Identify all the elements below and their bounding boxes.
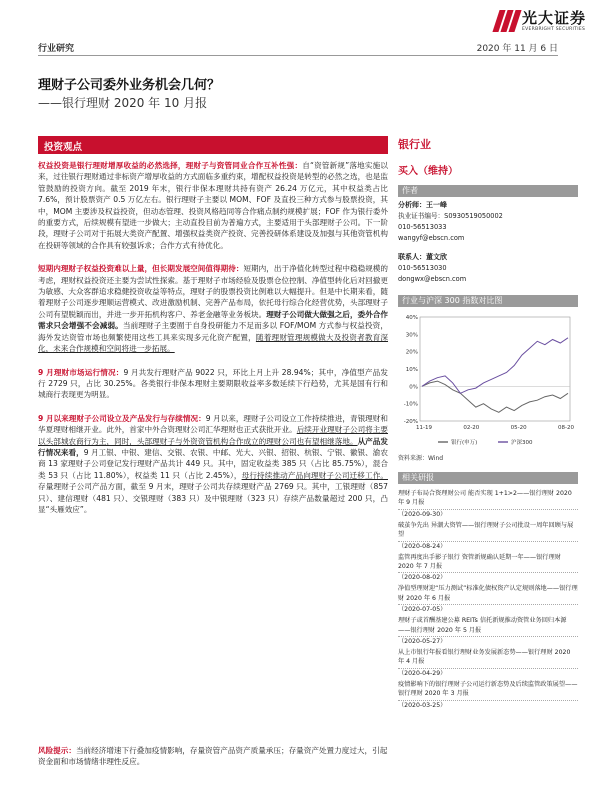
paragraph-text: 自“资管新规”落地实施以来，过往银行理财通过非标资产增厚收益的方式面临多重约束，增配权益投资是转型的必然之选，也是监管鼓励的投资方向。截至 2019 年末，银行非保本理财共持有资产 26.24 万亿元，其中权益类占比 7.6%，预计股票资产 0.5 万亿左右。银行理财子主要以 MOM、FOF 及直投三种方式参与股票投资，其中，MOM 主要涉及权益投资，但动态管理、投资风格趋同等合作痛点制约规模扩展；FOF 作为银行委外的重要方式，后续规模有望进一步做大；主动直投目前为普遍方式，主要适用于头部理财子公司。下一阶段，理财子公司对于拓展大类资产配置、增强权益类资产投资、完善投研体系建设及加强与其他资管机构在投研等领域的合作具有较强诉求；合作方式有待优化。 [38,161,388,250]
related-report-date: （2020-09-30） [398,510,447,518]
y-tick-label: -20% [403,419,418,425]
paragraph-bold-text: 从产品发行情况来看， [38,436,388,457]
related-report-date: （2020-08-02） [398,574,447,582]
chart-canvas [398,309,578,451]
risk-lead: 风险提示： [38,746,76,755]
paragraph-lead: 9 月以来理财子公司设立及产品发行与存续情况： [38,413,206,423]
x-tick-label: 02-20 [463,425,480,431]
y-tick-label: 10% [405,367,418,373]
section-label: 行业研究 [38,44,75,54]
sidebar [398,136,578,710]
index-comparison-chart [398,309,578,451]
related-report-title[interactable]: 破茧争先出 异潮大资管——银行理财子公司批设一周年回顾与展望 [398,519,578,542]
related-report-date: （2020-05-27） [398,638,447,646]
related-report-title[interactable]: 监管再度出手影子银行 资管新规确认延期一年——银行理财 2020 年 7 月报 [398,551,578,574]
analyst-email[interactable]: wangyf@ebscn.com [398,234,465,242]
investment-view-label: 投资观点 [44,142,83,153]
rating-badge: 买入（维持） [398,166,458,177]
contact-card [398,252,578,285]
paragraph-bold-text: 理财子公司做大做强之后，委外合作需求只会增强不会减弱。 [38,309,389,331]
y-tick-label: -10% [403,401,418,408]
report-subtitle: ——银行理财 2020 年 10 月报 [38,96,208,110]
analyst-phone: 010-56513033 [398,223,447,231]
related-report-date: （2020-04-29） [398,669,447,677]
related-report-title[interactable]: 净值型理财迎“压力测试”标准化债权资产认定规则落地——银行理财 2020 年 6 月报 [398,582,578,605]
plot-frame [420,317,570,421]
paragraph-lead: 短期内理财子权益投资难以上量，但长期发展空间值得期待： [38,264,244,274]
y-tick-label: 40% [405,315,418,321]
legend-label: 银行(申万) [451,440,478,446]
related-report-title[interactable]: 疫情影响下的银行理财子公司运行新态势及后续监管政策展望——银行理财 2020 年 3 月报 [398,678,578,701]
series-line-1 [422,338,568,394]
contact-email[interactable]: dongwx@ebscn.com [398,275,467,283]
chart-header: 行业与沪深 300 指数对比图 [398,295,578,307]
y-tick-label: 0% [409,384,418,391]
contact-phone: 010-56513030 [398,264,447,272]
paragraph-text: 当前理财子主要囿于自身投研能力不足而多以 FOF/MOM 方式参与权益投资，海外发达资管市场也频繁使用这些工具来实现多元化资产配置， [38,321,388,342]
related-report-title[interactable]: 理财子布局合资理财公司 能否实现 1+1>2——银行理财 2020 年 9 月报 [398,487,578,510]
related-reports-list [398,487,578,710]
author-header: 作者 [398,185,578,197]
series-line-0 [422,381,568,412]
logo-mark-icon [496,10,518,32]
brand-logo [496,10,586,32]
paragraph-text: 存量理财子公司产品方面，截至 9 月末，理财子公司共存续理财产品 2769 只。其中，工银理财（857 只）、建信理财（481 只）、交银理财（383 只）及中银理财（323 只）存续产品数量超过 200 只，凸显“头雁效应”。 [38,482,388,514]
industry-name: 银行业 [398,138,431,151]
paragraph-underlined-text: 后续开业理财子公司将主要以头部城农商行为主，同时，头部理财子与外资资管机构合作成立的理财公司也有望相继落地。 [38,425,388,446]
risk-text: 当前经济增速下行叠加疫情影响，存量资管产品资产质量承压；存量资产处置力度过大，引起资金面和市场情绪非理性反应。 [38,746,388,767]
paragraph-text: 9 月共发行理财产品 9022 只，环比上月上升 28.94%；其中，净值型产品发行 2729 只，占比 30.25%。各类银行非保本理财主要期限收益率多数延续下行趋势，尤其是国有行和城商行表现更为明显。 [38,367,388,400]
x-tick-label: 08-20 [558,425,574,431]
related-reports-header: 相关研报 [398,472,578,484]
analyst-card [398,200,578,244]
paragraph-text: 9 月工银、中银、建信、交银、农银、中邮、光大、兴银、招银、杭银、宁银、徽银、渝农商 13 家理财子公司登记发行理财产品共计 449 只。其中，固定收益类 385 只（占比 85.75%），混合类 53 只（占比 11.80%），权益类 11 只（占比 2.45%）， [38,447,388,480]
legend-label: 沪深300 [511,440,533,446]
paragraph-underlined-text: 随着理财管理规模做大及投资者教育深化，未来合作规模和空间将进一步拓展。 [38,332,389,354]
related-report-title[interactable]: 从上市银行年报看银行理财业务发展新态势——银行理财 2020 年 4 月报 [398,646,578,669]
paragraph-lead: 9 月理财市场运行情况： [38,367,124,377]
x-tick-label: 05-20 [510,425,527,431]
paragraph-short-term-outlook [38,263,388,354]
related-report-date: （2020-03-25） [398,701,447,709]
related-report-title[interactable]: 理财子或首酬基建公募 REITs 信托新规推动资管业务回归本源——银行理财 2020 年 5 月报 [398,614,578,637]
analyst-name: 分析师：王一峰 [398,201,447,209]
paragraph-subsidiary-status [38,413,388,516]
report-date: 2020 年 11 月 6 日 [476,44,558,54]
report-header-bar [38,38,558,56]
paragraph-september-market [38,367,388,401]
y-tick-label: 30% [405,332,418,339]
paragraph-equity-investment [38,160,388,251]
paragraph-underlined-text: 母行持续推动产品向理财子公司迁移工作。 [241,470,388,480]
investment-view-banner [38,136,388,154]
chart-source: 资料来源：Wind [398,455,444,462]
logo-english-text: EVERBRIGHT SECURITIES [521,27,586,32]
risk-warning [38,745,388,768]
logo-text: 光大证券 [521,9,586,27]
main-body [38,160,388,527]
paragraph-text: 短期内，出于净值化转型过程中稳稳规模的考虑，理财权益投资还主要为尝试性探索。基于理财子市场经验及股票仓位控制、净值型转化后对回撤更为敏感、大众客群追求稳健投资收益等特点，理财子的股票投资比例难以大幅提升。但是中长期来看，随着理财子公司逐步理顺运营模式、改进激励机制、完善产品布局，依托母行综合化经营优势，头部理财子公司有望脱颖而出，并进一步开拓机构客户、养老金融等业务板块。 [38,264,389,319]
related-report-date: （2020-08-24） [398,542,447,550]
analyst-cert: 执业证书编号：S0930519050002 [398,212,503,220]
paragraph-text: 9 月以来，理财子公司设立工作持续推进，青银理财和华夏理财相继开业。此外，首家中外合资理财公司汇华理财也正式获批开业。 [38,413,388,435]
y-tick-label: 20% [405,349,418,356]
paragraph-lead: 权益投资是银行理财增厚收益的必然选择，理财子与资管同业合作互补性强： [38,161,303,170]
related-report-date: （2020-07-05） [398,606,447,614]
x-tick-label: 11-19 [416,425,432,431]
report-title: 理财子公司委外业务机会几何？ [38,78,221,93]
contact-name: 联系人：董文欣 [398,253,447,261]
